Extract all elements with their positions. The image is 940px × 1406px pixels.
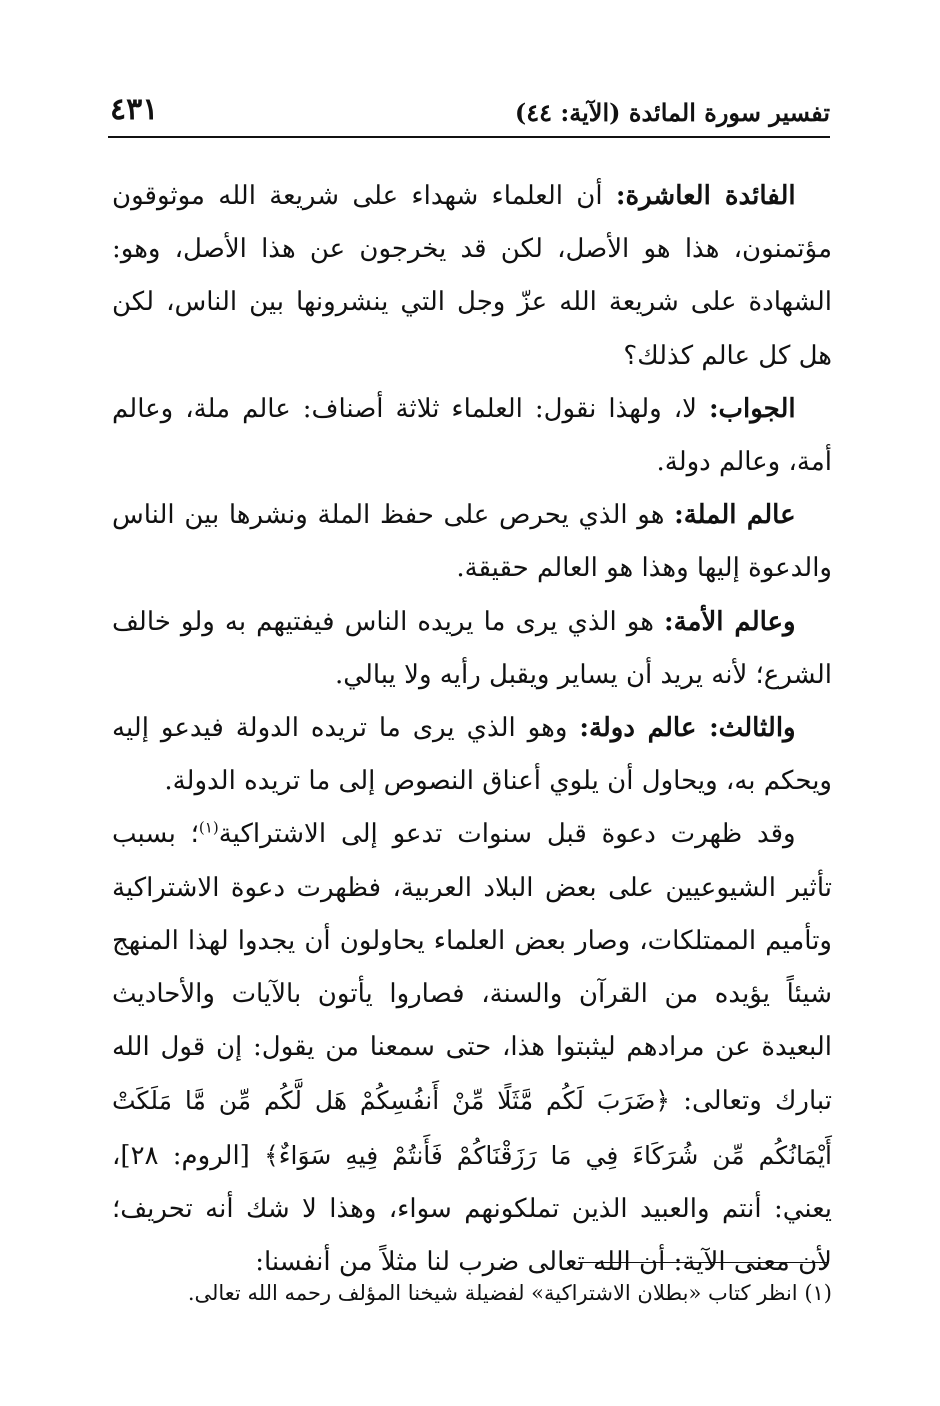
footnote-divider [578,1262,828,1263]
paragraph-lead: الجواب: [708,393,796,424]
paragraph-text: لا، ولهذا نقول: العلماء ثلاثة أصناف: عالم ملة، وعالم أمة، وعالم دولة. [112,393,832,478]
paragraph-scholar-of-state [112,702,832,808]
paragraph-lead: والثالث: عالم دولة: [579,713,796,744]
paragraph-text: وقد ظهرت دعوة قبل سنوات تدعو إلى الاشتراكية [218,819,796,850]
paragraph-lead: الفائدة العاشرة: [615,181,796,211]
paragraph-tenth-benefit [112,170,832,383]
main-text [112,170,832,1289]
verse-reference: [الروم: ٢٨] [120,1140,265,1171]
footnote: (١) انظر كتاب «بطلان الاشتراكية» لفضيلة شيخنا المؤلف رحمه الله تعالى. [187,1281,832,1305]
paragraph-lead: عالم الملة: [674,500,796,531]
footnote-reference: (١) [198,818,219,837]
quran-verse: ﴿ضَرَبَ لَكُم مَّثَلًا مِّنْ أَنفُسِكُمْ هَل لَّكُم مِّن مَّا مَلَكَتْ أَيْمَانُكُم مِّن شُرَكَاءَ فِي مَا رَزَقْنَاكُمْ فَأَنتُمْ فِيهِ سَوَاءٌ﴾ [112,1086,832,1170]
paragraph-answer [112,383,832,489]
paragraph-text: ، يعني: أنتم والعبيد الذين تملكونهم سواء، وهذا لا شك أنه تحريف؛ لأن معنى الآية: أن الله تعالى ضرب لنا مثلاً من أنفسنا: [112,1140,832,1278]
paragraph-scholar-of-nation [112,596,832,702]
paragraph-socialism [112,808,832,1289]
paragraph-text: وهو الذي يرى ما تريده الدولة فيدعو إليه ويحكم به، ويحاول أن يلوي أعناق النصوص إلى ما تريده الدولة. [112,713,832,797]
paragraph-lead: وعالم الأمة: [664,606,796,637]
paragraph-text: هو الذي يرى ما يريده الناس فيفتيهم به ولو خالف الشرع؛ لأنه يريد أن يساير ويقبل رأيه ولا يبالي. [112,606,832,690]
paragraph-text: أن العلماء شهداء على شريعة الله موثوقون مؤتمنون، هذا هو الأصل، لكن قد يخرجون عن هذا الأصل، وهو: الشهادة على شريعة الله عزّ وجل التي ينشرونها بين الناس، لكن هل كل عالم كذلك؟ [112,181,832,371]
page-header [108,92,830,138]
running-title: تفسير سورة المائدة (الآية: ٤٤) [514,98,830,127]
paragraph-text: هو الذي يحرص على حفظ الملة ونشرها بين الناس والدعوة إليها وهذا هو العالم حقيقة. [112,500,832,584]
paragraph-scholar-of-religion [112,489,832,595]
paragraph-text: ؛ بسبب تأثير الشيوعيين على بعض البلاد العربية، فظهرت دعوة الاشتراكية وتأميم الممتلكات، وصار بعض العلماء يحاولون أن يجدوا لهذا المنهج شيئاً يؤيده من القرآن والسنة، فصاروا يأتون بالآيات والأحاديث البعيدة عن مرادهم ليثبتوا هذا، حتى سمعنا من يقول: إن قول الله تبارك وتعالى: [112,819,832,1117]
page-number: ٤٣١ [110,92,159,127]
